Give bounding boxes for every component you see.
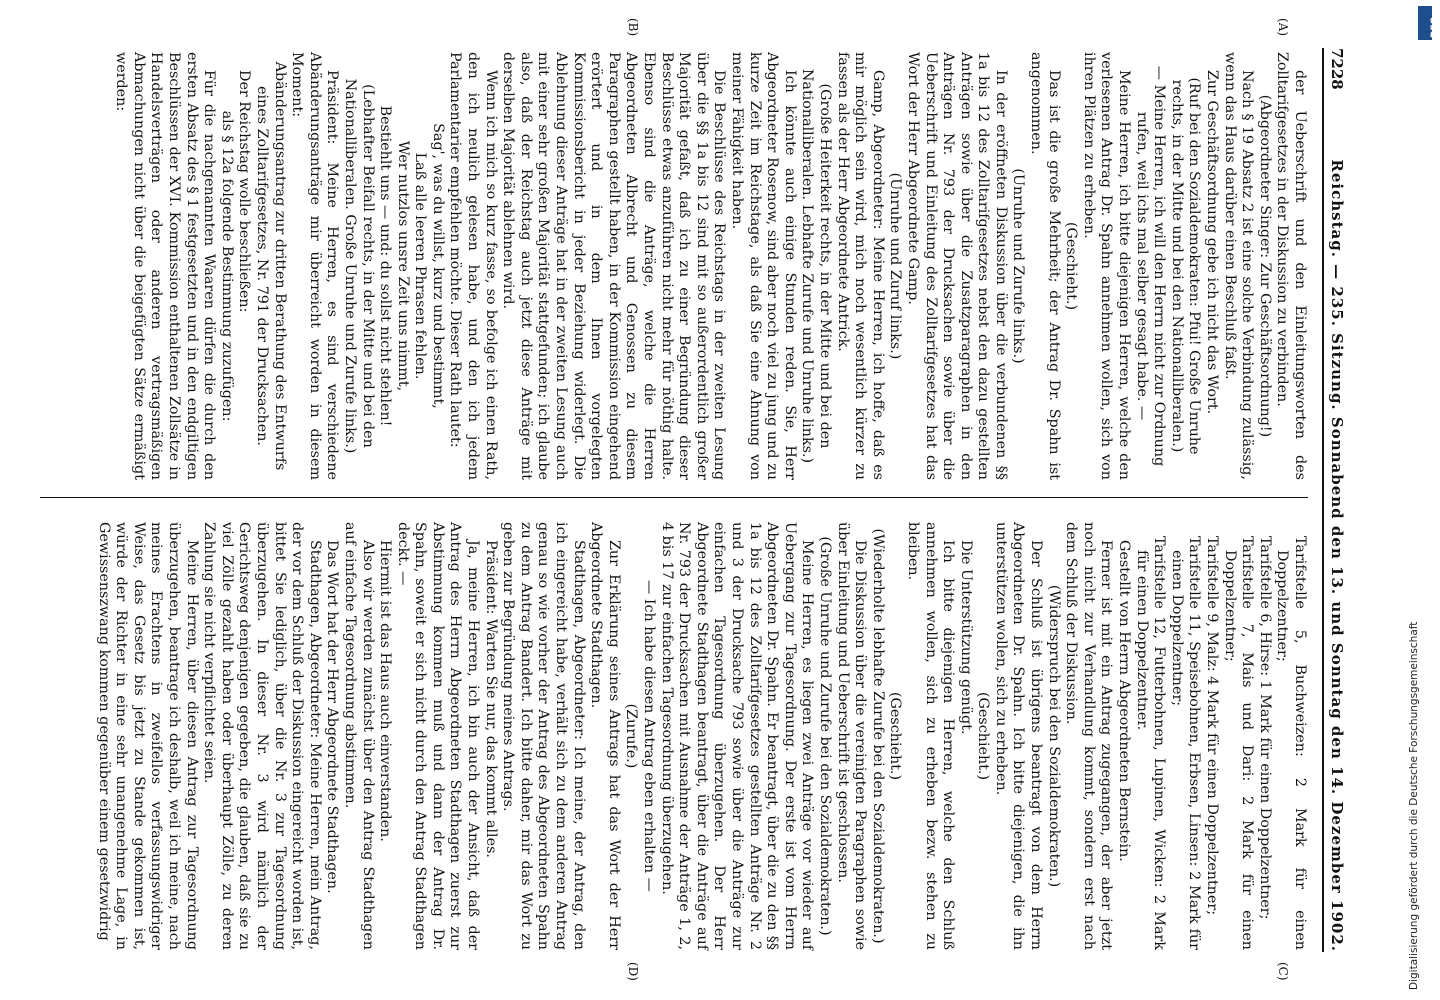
page-header (1328, 48, 1356, 952)
dfg-logo: DFG (1418, 6, 1432, 40)
paragraph: Ich bitte diejenigen Herren, welche den Schluß annehmen wollen, sich zu erheben bezw. stehen zu bleiben. (904, 522, 957, 950)
paragraph: Ferner ist mit ein Antrag zugegangen, der aber jetzt noch nicht zur Verhandlung kommt, sondern erst nach dem Schluß der Diskussion. (1063, 522, 1115, 950)
paragraph: Stadthagen, Abgeordneter: Meine Herren, mein Antrag, der vor dem Schluß der Diskussion eingereicht worden ist, bittet Sie lediglich, über die Nr. 3 zur Tagesordnung überzugehen. In dieser Nr. 3 wird nämlich der Gerichtsweg denjenigen gegeben, die glauben, daß sie zu viel Zölle gezahlt haben oder überhaupt Zölle, zu deren Zahlung sie nicht verpflichtet seien. (201, 522, 323, 950)
paragraph: Ja, meine Herren, ich bin auch der Ansicht, daß der Antrag des Herrn Abgeordneten Stadthagen zuerst zur Abstimmung kommen muß und dann der Antrag Dr. Spahn, soweit er sich nicht durch den Antrag Stadthagen deckt. — (394, 522, 482, 950)
paragraph: Ich könnte auch einige Stunden reden. Sie, Herr Abgeordneter Rosenow, sind aber noch viel zu jung und zu kurze Zeit im Reichstage, als daß Sie eine Ahnung von meiner Fähigkeit haben. (729, 52, 798, 480)
left-column (40, 52, 1308, 480)
paragraph: (Wiederholte lebhafte Zurufe bei den Sozialdemokraten.) (869, 528, 886, 944)
paragraph: (Zurufe.) (623, 703, 640, 769)
paragraph: Die Beschlüsse des Reichstags in der zweiten Lesung über die §§ 1a bis 12 sind mit so außerordentlich großer Majorität gefaßt, daß ich zu einer Begründung dieser Beschlüsse etwas anzuführen nicht mehr für nöthig halte. Ebenso sind die Anträge, welche die Herren Abgeordneten Albrecht und Genossen zu diesem Paragraphen gestellt haben, in der Kommission eingehend erörtert und in dem Ihnen vorgelegten Kommissionsbericht in jeder Beziehung widerlegt. Die Ablehnung dieser Anträge hat in der zweiten Lesung auch mit einer sehr großen Majorität stattgefunden; ich glaube also, daß der Reichstag auch jetzt diese Anträge mit derselben Majorität ablehnen wird. (500, 52, 728, 480)
paragraph: (Lebhafter Beifall rechts, in der Mitte und bei den Nationalliberalen. Große Unruhe und Zurufe links.) (341, 78, 376, 454)
paragraph: als § 12a folgende Bestimmung zuzufügen: (218, 110, 235, 422)
paragraph: (Große Heiterkeit rechts, in der Mitte und bei den Nationalliberalen. Lebhafte Zurufe und Unruhe links.) (799, 68, 833, 464)
paragraph: Tarifstelle 9, Malz: 4 Mark für einen Doppelzentner; (1204, 536, 1221, 916)
paragraph: — Ich habe diesen Antrag eben erhalten — (641, 580, 658, 892)
paragraph: (Unruhe und Zurufe links.) (1010, 168, 1027, 364)
paragraph: Tarifstelle 7, Mais und Dari: 2 Mark für einen Doppelzentner; (1221, 536, 1256, 950)
paragraph: Meine Herren, über diesen Antrag zur Tagesordnung überzugehen, beantrage ich deshalb, weil ich meine, nach meines Erachtens in zweifellos verfassungswidriger Weise, das Gesetz bis jetzt zu Stande gekommen ist, würde der Richter in eine sehr unangenehme Lage, in Gewissenszwang kommen gegenüber einem gesetzwidrig (95, 522, 200, 950)
header-rule (1322, 48, 1324, 952)
paragraph: Das Wort hat der Herr Abgeordnete Stadthagen. (324, 540, 341, 894)
paragraph: Hiermit ist das Haus auch einverstanden. (377, 540, 394, 842)
margin-marker-b: (B) (626, 18, 640, 37)
paragraph: (Ruf bei den Sozialdemokraten: Pfui! Große Unruhe rechts, in der Mitte und bei den Nationalliberalen.) (1168, 77, 1203, 455)
paragraph: Zur Geschäftsordnung gebe ich nicht das Wort. (1204, 70, 1221, 415)
paragraph: Abänderungsantrag zur dritten Berathung des Entwurfs eines Zolltarifgesetzes, Nr. 791 der Drucksachen. (253, 61, 288, 471)
paragraph: Wenn ich mich so kurz fasse, so befolge ich einen Rath, den ich neulich gelesen habe, und den ich jedem Parlamentarier empfehlen möchte. Dieser Rath lautet: (447, 52, 499, 480)
paragraph: Tarifstelle 6, Hirse: 1 Mark für einen Doppelzentner; (1256, 536, 1273, 920)
margin-marker-a: (A) (1276, 18, 1290, 37)
digitization-note: Digitalisierung gefördert durch die Deutsche Forschungsgemeinschaft (1408, 621, 1420, 990)
paragraph: — Meine Herren, ich will den Herrn nicht zur Ordnung rufen, weil ichs mal selber gesagt habe. — (1133, 65, 1168, 467)
paragraph: Zur Erklärung seines Antrags hat das Wort der Herr Abgeordnete Stadthagen. (588, 522, 622, 950)
paragraph: Tarifstelle 5, Buchweizen: 2 Mark für einen Doppelzentner; (1274, 536, 1308, 950)
paragraph: Die Diskussion über die vereinigten Paragraphen sowie über Einleitung und Ueberschrift ist geschlossen. (834, 522, 869, 950)
paragraph: Meine Herren, ich bitte diejenigen Herren, welche den verlesenen Antrag Dr. Spahn annehmen wollen, sich von ihren Plätzen zu erheben. (1080, 52, 1133, 480)
paragraph: Tarifstelle 12, Futterbohnen, Lupinen, Wicken: 2 Mark für einen Doppelzentner. (1133, 536, 1168, 950)
column-divider (40, 497, 1308, 498)
paragraph: (Widerspruch bei den Sozialdemokraten.) (1045, 584, 1062, 888)
paragraph: Meine Herren, es liegen zwei Anträge vor wieder auf Uebergang zur Tagesordnung. Der erste ist vom Herrn Abgeordneten Dr. Spahn. Er beantragt, über die zu den §§ 1a bis 12 des Zolltarifgesetzes gestellten Anträge Nr. 2 und 3 der Drucksache 793 sowie über die Anträge zur einfachen Tagesordnung überzugehen. Der Herr Abgeordnete Stadthagen beantragt, über die Anträge auf Nr. 793 der Drucksachen mit Ausnahme der Anträge 1, 2, 4 bis 17 zur einfachen Tagesordnung überzugehen. (658, 522, 816, 950)
paragraph: Die Unterstützung genügt. (957, 540, 974, 735)
paragraph: (Geschieht.) (975, 691, 992, 781)
paragraph: Stadthagen, Abgeordneter: Ich meine, der Antrag, den ich eingereicht habe, verhält sich zu dem anderen Antrag genau so wie vorher der Antrag des Abgeordneten Spahn zu dem Antrag Bandert. Ich bitte daher, mir das Wort zu geben zur Begründung meines Antrags. (500, 522, 587, 950)
paragraph: Wer nutzlos unsre Zeit uns nimmt, (394, 140, 411, 392)
paragraph: Bestiehlt uns — und: du sollst nicht stehlen! (377, 105, 394, 427)
paragraph: (Große Unruhe und Zurufe bei den Sozialdemokraten.) (816, 536, 833, 936)
paragraph: (Unruhe und Zuruf links.) (887, 172, 904, 360)
paragraph: Für die nachgenannten Waaren dürfen die durch den ersten Absatz des § 1 festgesetzten und in den endgiltigen Beschlüssen der XVI. Kommission enthaltenen Zollsätze in Handelsverträgen oder anderen vertragsmäßigen Abmachungen nicht über die beigefügten Sätze ermäßigt werden: (113, 52, 218, 480)
right-column (40, 522, 1308, 950)
margin-marker-c: (C) (1276, 962, 1290, 981)
paragraph: der Ueberschrift und den Einleitungsworten des Zolltarifgesetzes in der Diskussion zu verbinden. (1274, 52, 1308, 480)
paragraph: Also wir werden zunächst über den Antrag Stadthagen auf einfache Tagesordnung abstimmen. (341, 522, 376, 950)
paragraph: Gestellt von Herrn Abgeordneten Bernstein. (1116, 540, 1133, 862)
page-number: 7228 (1328, 48, 1346, 90)
page-title: Reichstag. — 235. Sitzung. Sonnabend den 13. und Sonntag den 14. Dezember 1902. (1328, 159, 1346, 952)
paragraph: Gamp, Abgeordneter: Meine Herren, ich hoffe, daß es mir möglich sein wird, mich noch wesentlich kürzer zu fassen als der Herr Abgeordnete Antrick. (834, 52, 886, 480)
paragraph: (Geschieht.) (887, 691, 904, 781)
paragraph: (Abgeordneter Singer: Zur Geschäftsordnung!) (1256, 94, 1273, 438)
paragraph: Der Schluß ist übrigens beantragt von dem Herrn Abgeordneten Dr. Spahn. Ich bitte diejenigen, die ihn unterstützen wollen, sich zu erheben. (992, 522, 1045, 950)
paragraph: Präsident: Meine Herren, es sind verschiedene Abänderungsanträge mir überreicht worden in diesem Moment: (289, 52, 341, 480)
paragraph: Nach § 19 Absatz 2 ist eine solche Verbindung zulässig, wenn das Haus darüber einen Beschluß faßt. (1221, 52, 1256, 480)
paragraph: In der eröffneten Diskussion über die verbundenen §§ 1a bis 12 des Zolltarifgesetzes nebst den dazu gestellten Anträgen sowie über die Zusatzparagraphen in den Anträgen Nr. 793 der Drucksachen sowie über die Ueberschrift und Einleitung des Zolltarifgesetzes hat das Wort der Herr Abgeordnete Gamp. (904, 52, 1009, 480)
paragraph: Laß alle leeren Phrasen fehlen. (412, 152, 429, 380)
margin-marker-d: (D) (626, 962, 640, 981)
paragraph: Der Reichstag wolle beschließen: (236, 70, 253, 313)
paragraph: Präsident: Warten Sie nur, das kommt alles. (482, 540, 499, 858)
paragraph: Das ist die große Mehrheit; der Antrag Dr. Spahn ist angenommen. (1028, 52, 1062, 480)
paragraph: (Geschieht.) (1063, 221, 1080, 311)
paragraph: Sag', was du willst, kurz und bestimmt, (429, 123, 446, 409)
paragraph: Tarifstelle 11, Speisebohnen, Erbsen, Linsen: 2 Mark für einen Doppelzentner; (1168, 536, 1203, 950)
